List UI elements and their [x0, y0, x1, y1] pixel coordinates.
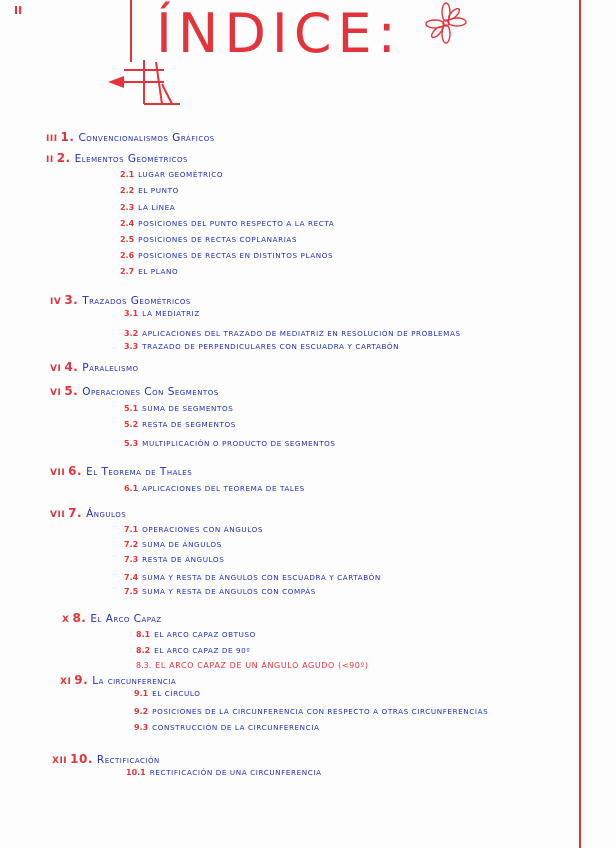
subsection-number: 9.2	[134, 707, 149, 716]
section-number: 3.	[64, 293, 79, 307]
subsection-title: RESTA DE ÁNGULOS	[142, 555, 225, 564]
subsection-number: 7.3	[124, 555, 139, 564]
toc-subsection	[120, 252, 333, 260]
section-roman-numeral: VI	[50, 364, 62, 374]
subsection-title: MULTIPLICACIÓN O PRODUCTO DE SEGMENTOS	[142, 439, 336, 448]
toc-subsection	[120, 187, 179, 195]
page-corner-mark: II	[14, 4, 23, 17]
subsection-number: 8.2	[136, 646, 151, 655]
toc-subsection	[134, 708, 488, 716]
section-number: 1.	[60, 130, 75, 144]
subsection-title: SUMA Y RESTA DE ÁNGULOS CON ESCUADRA Y CARTABÓN	[142, 573, 381, 582]
section-number: 4.	[64, 360, 79, 374]
toc-subsection	[120, 171, 223, 179]
section-title: La circunferencia	[92, 675, 177, 687]
section-title: El Arco Capaz	[90, 613, 162, 625]
toc-subsection	[124, 405, 233, 413]
section-number: 10.	[70, 752, 93, 766]
subsection-title: SUMA Y RESTA DE ÁNGULOS CON COMPÁS	[142, 587, 316, 596]
subsection-title: EL CÍRCULO	[152, 689, 201, 698]
subsection-number: 5.1	[124, 404, 139, 413]
flower-icon	[424, 2, 468, 46]
subsection-title: POSICIONES DE RECTAS EN DISTINTOS PLANOS	[138, 251, 334, 260]
toc-subsection	[124, 421, 236, 429]
toc-subsection	[120, 236, 297, 244]
subsection-title: LA MEDIATRIZ	[142, 309, 200, 318]
toc-subsection	[124, 310, 200, 318]
toc-section	[52, 753, 160, 766]
toc-subsection	[124, 526, 263, 534]
section-number: 7.	[68, 506, 83, 520]
toc-subsection	[124, 556, 224, 564]
section-title: Rectificación	[96, 754, 160, 766]
toc-subsection	[136, 647, 250, 655]
subsection-title: TRAZADO DE PERPENDICULARES CON ESCUADRA Y CARTABÓN	[142, 342, 400, 351]
subsection-title: EL ARCO CAPAZ DE UN ÁNGULO AGUDO (<90º)	[155, 661, 369, 670]
toc-subsection	[124, 343, 399, 351]
subsection-number: 2.5	[120, 235, 135, 244]
subsection-title: LUGAR GEOMÉTRICO	[138, 170, 224, 179]
subsection-number: 8.3.	[136, 661, 152, 670]
toc-section	[60, 674, 176, 687]
toc-subsection	[124, 485, 305, 493]
subsection-number: 7.5	[124, 587, 139, 596]
subsection-title: POSICIONES DE RECTAS COPLANARIAS	[138, 235, 298, 244]
subsection-title: RESTA DE SEGMENTOS	[142, 420, 236, 429]
subsection-title: EL ARCO CAPAZ OBTUSO	[154, 630, 256, 639]
toc-section	[50, 361, 139, 374]
subsection-title: SUMA DE SEGMENTOS	[142, 404, 234, 413]
subsection-title: EL ARCO CAPAZ DE 90º	[154, 646, 251, 655]
section-title: Operaciones Con Segmentos	[82, 386, 219, 398]
toc-subsection	[124, 541, 222, 549]
section-number: 8.	[72, 611, 87, 625]
section-roman-numeral: VII	[50, 468, 66, 478]
toc-section	[50, 507, 126, 520]
subsection-title: POSICIONES DEL PUNTO RESPECTO A LA RECTA	[138, 219, 335, 228]
toc-section	[46, 152, 188, 165]
section-number: 9.	[74, 673, 89, 687]
subsection-number: 7.1	[124, 525, 139, 534]
subsection-number: 9.3	[134, 723, 149, 732]
subsection-number: 7.2	[124, 540, 139, 549]
section-roman-numeral: IV	[50, 297, 62, 307]
toc-section	[50, 385, 219, 398]
subsection-number: 2.1	[120, 170, 135, 179]
toc-subsection	[120, 204, 175, 212]
toc-subsection	[134, 724, 320, 732]
toc-section	[50, 294, 191, 307]
section-number: 5.	[64, 384, 79, 398]
section-roman-numeral: X	[62, 615, 70, 625]
toc-subsection	[134, 690, 200, 698]
section-title: Paralelismo	[82, 362, 139, 374]
margin-line	[579, 0, 581, 848]
section-number: 2.	[56, 151, 71, 165]
section-roman-numeral: VI	[50, 388, 62, 398]
subsection-title: RECTIFICACIÓN DE UNA CIRCUNFERENCIA	[149, 768, 322, 777]
subsection-number: 10.1	[126, 768, 146, 777]
subsection-number: 3.3	[124, 342, 139, 351]
toc-subsection	[124, 588, 316, 596]
toc-subsection	[136, 662, 369, 670]
subsection-title: EL PUNTO	[138, 186, 179, 195]
subsection-title: POSICIONES DE LA CIRCUNFERENCIA CON RESPECTO A OTRAS CIRCUNFERENCIAS	[152, 707, 489, 716]
toc-subsection	[126, 769, 322, 777]
subsection-number: 5.2	[124, 420, 139, 429]
subsection-number: 2.3	[120, 203, 135, 212]
subsection-number: 2.2	[120, 186, 135, 195]
section-title: Trazados Geométricos	[82, 295, 191, 307]
subsection-title: APLICACIONES DEL TEOREMA DE TALES	[142, 484, 305, 493]
subsection-title: OPERACIONES CON ÁNGULOS	[142, 525, 263, 534]
subsection-title: EL PLANO	[138, 267, 179, 276]
toc-section	[50, 465, 192, 478]
subsection-number: 8.1	[136, 630, 151, 639]
toc-subsection	[124, 440, 336, 448]
page-title: ÍNDICE:	[156, 2, 402, 65]
section-title: El Teorema de Thales	[86, 466, 193, 478]
toc-section	[46, 131, 215, 144]
toc-subsection	[120, 220, 334, 228]
section-title: Ángulos	[86, 508, 127, 520]
subsection-number: 2.4	[120, 219, 135, 228]
subsection-title: LA LÍNEA	[138, 203, 176, 212]
section-title: Elementos Geométricos	[74, 153, 188, 165]
section-roman-numeral: VII	[50, 510, 66, 520]
subsection-number: 5.3	[124, 439, 139, 448]
subsection-number: 9.1	[134, 689, 149, 698]
subsection-number: 2.6	[120, 251, 135, 260]
section-number: 6.	[68, 464, 83, 478]
section-title: Convencionalismos Gráficos	[78, 132, 215, 144]
toc-subsection	[124, 330, 461, 338]
toc-section	[62, 612, 162, 625]
section-roman-numeral: II	[46, 155, 54, 165]
subsection-title: APLICACIONES DEL TRAZADO DE MEDIATRIZ EN RESOLUCIÓN DE PROBLEMAS	[142, 329, 461, 338]
subsection-number: 6.1	[124, 484, 139, 493]
subsection-number: 3.2	[124, 329, 139, 338]
subsection-number: 2.7	[120, 267, 135, 276]
subsection-number: 7.4	[124, 573, 139, 582]
section-roman-numeral: XII	[52, 756, 68, 766]
toc-subsection	[120, 268, 178, 276]
section-roman-numeral: III	[46, 134, 58, 144]
toc-subsection	[124, 574, 381, 582]
toc-subsection	[136, 631, 256, 639]
section-roman-numeral: XI	[60, 677, 72, 687]
subsection-title: SUMA DE ÁNGULOS	[142, 540, 222, 549]
subsection-title: CONSTRUCCIÓN DE LA CIRCUNFERENCIA	[152, 723, 320, 732]
subsection-number: 3.1	[124, 309, 139, 318]
